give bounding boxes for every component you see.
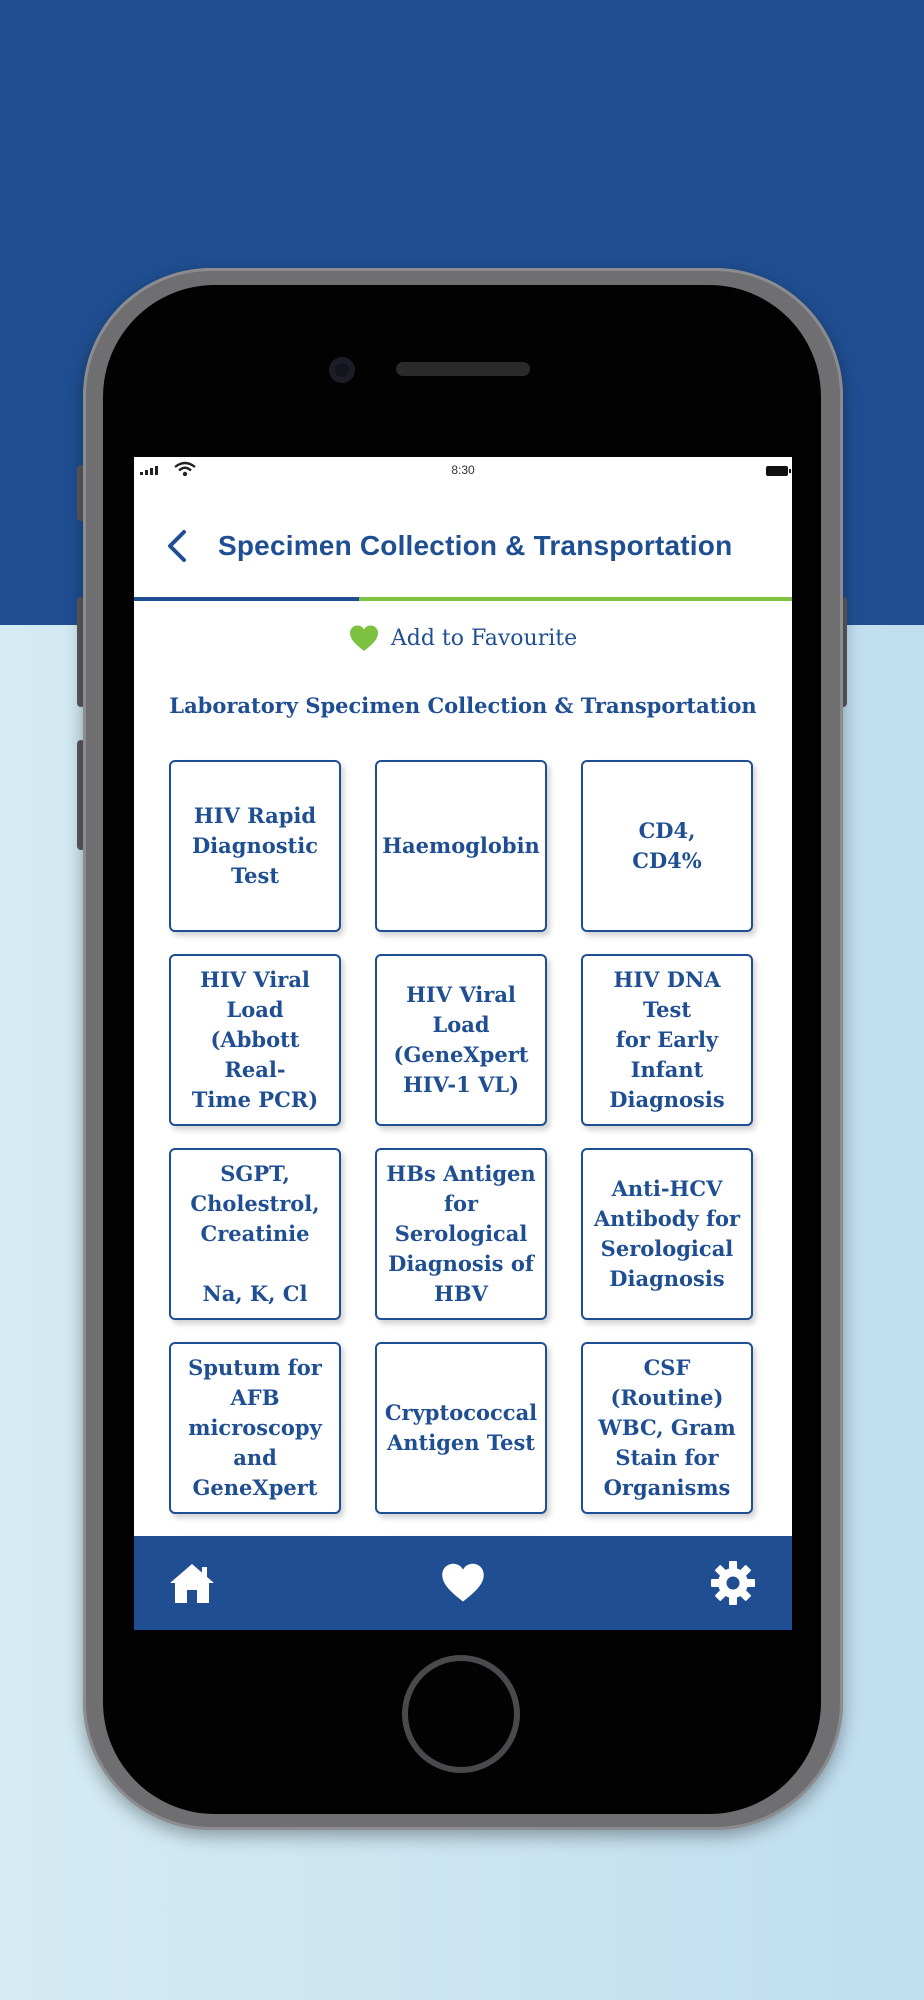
test-card-hiv-viral-load-abbott[interactable]: HIV Viral Load (Abbott Real- Time PCR) (169, 954, 341, 1126)
test-card-cryptococcal[interactable]: Cryptococcal Antigen Test (375, 1342, 547, 1514)
test-card-hiv-rapid[interactable]: HIV Rapid Diagnostic Test (169, 760, 341, 932)
heart-icon (349, 625, 379, 652)
test-card-hiv-viral-load-genexpert[interactable]: HIV Viral Load (GeneXpert HIV-1 VL) (375, 954, 547, 1126)
header-underline-accent (359, 597, 792, 601)
app-header (134, 507, 792, 587)
bottom-navigation (134, 1536, 792, 1630)
gear-icon (710, 1560, 756, 1606)
add-to-favourite-button[interactable] (134, 625, 792, 652)
test-card-cd4[interactable]: CD4, CD4% (581, 760, 753, 932)
nav-favourites-button[interactable] (438, 1558, 488, 1608)
test-card-sgpt[interactable]: SGPT, Cholestrol, Creatinie Na, K, Cl (169, 1148, 341, 1320)
section-title: Laboratory Specimen Collection & Transportation (169, 693, 757, 718)
status-time: 8:30 (451, 463, 475, 477)
back-arrow-icon[interactable] (164, 529, 194, 563)
phone-home-button[interactable] (402, 1655, 520, 1773)
test-card-haemoglobin[interactable]: Haemoglobin (375, 760, 547, 932)
test-card-csf[interactable]: CSF (Routine) WBC, Gram Stain for Organisms (581, 1342, 753, 1514)
nav-home-button[interactable] (167, 1558, 217, 1608)
home-icon (169, 1562, 215, 1604)
test-card-hiv-dna[interactable]: HIV DNA Test for Early Infant Diagnosis (581, 954, 753, 1126)
nav-settings-button[interactable] (708, 1558, 758, 1608)
test-card-sputum[interactable]: Sputum for AFB microscopy and GeneXpert (169, 1342, 341, 1514)
test-card-anti-hcv[interactable]: Anti-HCV Antibody for Serological Diagnosis (581, 1148, 753, 1320)
heart-icon (440, 1563, 486, 1603)
earpiece-speaker (396, 362, 530, 376)
page-title: Specimen Collection & Transportation (218, 530, 733, 561)
header-underline-active (134, 597, 359, 601)
favourite-label: Add to Favourite (390, 626, 578, 651)
status-bar (134, 457, 792, 483)
app-screen (134, 457, 792, 1630)
battery-icon (766, 466, 788, 476)
test-card-hbs-antigen[interactable]: HBs Antigen for Serological Diagnosis of HBV (375, 1148, 547, 1320)
front-camera (329, 357, 355, 383)
